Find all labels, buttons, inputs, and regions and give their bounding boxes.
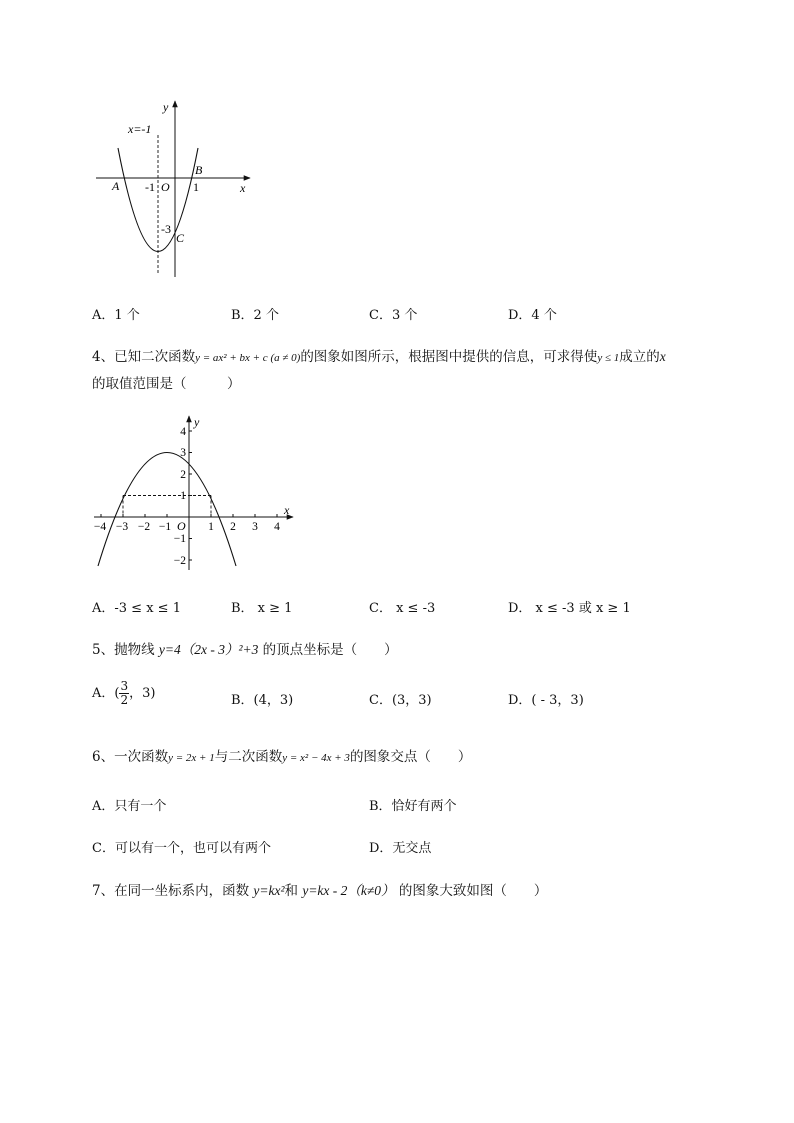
graph2-ytick: −2 bbox=[173, 555, 186, 567]
q5-text-a: 5、抛物线 bbox=[92, 642, 159, 658]
graph1-x-label: x bbox=[240, 181, 246, 195]
graph2-x-label: x bbox=[284, 503, 290, 517]
q4-line-2: 的取值范围是（ ） bbox=[92, 376, 241, 392]
graph1-label-C: C bbox=[176, 231, 185, 245]
graph1-label-A: A bbox=[112, 179, 120, 193]
graph2-ytick: 3 bbox=[180, 447, 186, 459]
graph1-label-1: 1 bbox=[193, 180, 199, 194]
q5-option-b: B．(4，3) bbox=[231, 693, 294, 708]
q7-formula-1: y=kx² bbox=[253, 883, 285, 898]
q6-text-a: 6、一次函数 bbox=[92, 749, 169, 765]
q5-a-suffix: ，3) bbox=[129, 686, 156, 701]
graph-1 bbox=[90, 95, 260, 280]
q3-option-b: B．2 个 bbox=[231, 308, 279, 323]
graph2-parabola bbox=[98, 453, 236, 567]
q4-middle: 的图象如图所示，根据图中提供的信息，可求得使 bbox=[300, 349, 598, 365]
graph1-label-B: B bbox=[195, 163, 203, 177]
q7-text-a: 7、在同一坐标系内，函数 bbox=[92, 883, 254, 899]
graph-2 bbox=[88, 410, 303, 575]
graph2-xtick: 2 bbox=[230, 521, 236, 533]
graph1-label-neg3: -3 bbox=[161, 222, 171, 236]
q3-option-d: D．4 个 bbox=[508, 308, 557, 323]
question-5 bbox=[92, 638, 398, 658]
graph2-ytick: −1 bbox=[173, 533, 186, 545]
graph2-xtick: −4 bbox=[93, 521, 107, 533]
question-7 bbox=[92, 879, 547, 899]
q5-option-a bbox=[92, 680, 155, 707]
q7-text-b: 和 bbox=[284, 883, 303, 899]
q6-option-a: A．只有一个 bbox=[92, 799, 167, 814]
q4-prefix: 4、已知二次函数 bbox=[92, 349, 196, 365]
q5-text-b: 的顶点坐标是（ ） bbox=[258, 642, 398, 658]
q5-a-denominator: 2 bbox=[120, 693, 129, 707]
graph2-ytick: 4 bbox=[180, 426, 186, 438]
question-6 bbox=[92, 745, 471, 765]
q4-var: x bbox=[659, 349, 666, 364]
q6-text-b: 与二次函数 bbox=[214, 749, 283, 765]
graph2-y-label: y bbox=[194, 415, 200, 429]
q4-suffix: 成立的 bbox=[619, 349, 660, 365]
graph2-xtick: −2 bbox=[137, 521, 151, 533]
q7-formula-2: y=kx - 2（k≠0） bbox=[302, 883, 395, 898]
q5-formula: y=4（2x - 3）²+3 bbox=[158, 642, 259, 657]
q6-formula-2: y = x² − 4x + 3 bbox=[282, 752, 350, 764]
q4-option-d: D． x ≤ -3 或 x ≥ 1 bbox=[508, 601, 631, 616]
q5-a-numerator: 3 bbox=[120, 679, 129, 693]
graph1-y-label: y bbox=[163, 100, 169, 114]
q6-option-d: D．无交点 bbox=[369, 841, 432, 856]
q6-formula-1: y = 2x + 1 bbox=[168, 752, 215, 764]
q5-option-c: C．(3，3) bbox=[369, 693, 432, 708]
graph1-label-neg1: -1 bbox=[145, 180, 155, 194]
q3-option-c: C．3 个 bbox=[369, 308, 418, 323]
q4-condition: y ≤ 1 bbox=[597, 352, 620, 364]
q4-option-c: C． x ≤ -3 bbox=[369, 601, 436, 616]
q5-a-prefix: A．( bbox=[92, 686, 120, 701]
q5-option-d: D．( - 3，3) bbox=[508, 693, 584, 708]
graph2-xtick: 4 bbox=[274, 521, 280, 533]
graph2-ytick: 2 bbox=[180, 469, 186, 481]
graph2-xtick: 1 bbox=[208, 521, 214, 533]
q6-option-c: C．可以有一个，也可以有两个 bbox=[92, 841, 271, 856]
q6-option-b: B．恰好有两个 bbox=[369, 799, 457, 814]
graph2-xtick: −1 bbox=[158, 521, 172, 533]
q7-text-c: 的图象大致如图（ ） bbox=[394, 883, 548, 899]
graph2-origin-label: O bbox=[177, 519, 186, 533]
question-4 bbox=[92, 345, 666, 365]
graph2-ytick: 1 bbox=[180, 490, 186, 502]
q5-a-fraction bbox=[119, 680, 129, 707]
q4-formula: y = ax² + bx + c (a ≠ 0) bbox=[195, 352, 301, 364]
graph1-axis-line-label: x=-1 bbox=[128, 122, 152, 136]
q4-option-a: A．-3 ≤ x ≤ 1 bbox=[92, 601, 181, 616]
q4-option-b: B． x ≥ 1 bbox=[231, 601, 293, 616]
graph2-xtick: 3 bbox=[252, 521, 258, 533]
q6-text-c: 的图象交点（ ） bbox=[349, 749, 472, 765]
q3-option-a: A．1 个 bbox=[92, 308, 140, 323]
graph1-label-O: O bbox=[161, 180, 170, 194]
graph2-xtick: −3 bbox=[115, 521, 129, 533]
